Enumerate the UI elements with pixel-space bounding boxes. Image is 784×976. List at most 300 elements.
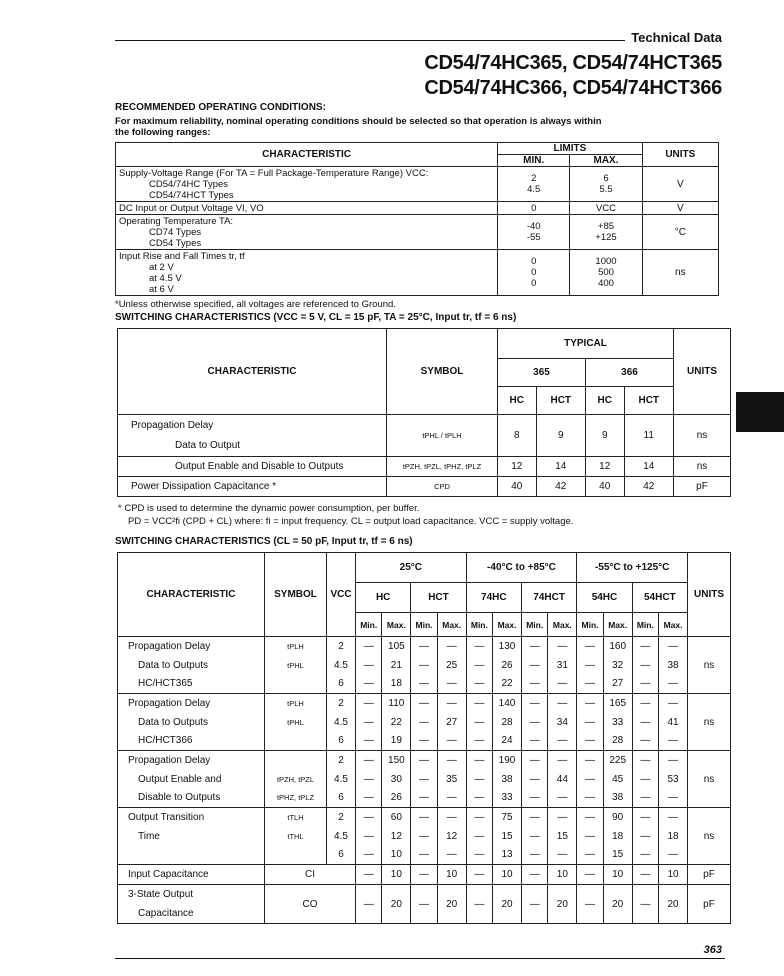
sw2-cell-value: — <box>548 694 577 713</box>
sw2-cell-value: 10 <box>382 846 411 865</box>
sw2-cell-units: ns <box>688 637 731 694</box>
sw2-cell-value: — <box>411 675 437 694</box>
sw2-cell-value: 190 <box>493 751 522 770</box>
sw1-char-sub: Data to Output <box>175 439 241 451</box>
sw2-cell-value: — <box>521 770 547 789</box>
sw2-cell-value: 90 <box>603 808 632 827</box>
sw2-cell-value: — <box>356 827 382 846</box>
sw2-cell-value: 20 <box>548 885 577 924</box>
sw2-cell-value: — <box>466 808 492 827</box>
sw2-cell-value: 22 <box>382 713 411 732</box>
sw2-cell-symbol <box>265 675 327 694</box>
sw2-cell-vcc: 2 <box>327 751 356 770</box>
sw2-cell-value: — <box>577 694 603 713</box>
sw2-cell-value: — <box>632 637 658 656</box>
sw2-cell-value: 28 <box>493 713 522 732</box>
sw2-cell-value: 38 <box>659 656 688 675</box>
roc-cell-max <box>570 202 642 215</box>
sw2-cell-value: 53 <box>659 770 688 789</box>
sw2-cell-value: — <box>577 732 603 751</box>
technical-data-label: Technical Data <box>631 30 722 45</box>
sw2-cell-value: — <box>356 732 382 751</box>
sw2-cell-value: — <box>577 713 603 732</box>
sw2-cell-value: 110 <box>382 694 411 713</box>
sw1-cell-value: 40 <box>498 477 537 497</box>
sw2-col-units: UNITS <box>688 553 731 637</box>
roc-cell-characteristic <box>116 202 498 215</box>
sw2-cell-value: — <box>466 751 492 770</box>
sw2-cell-value: — <box>437 751 466 770</box>
sw2-cell-value: — <box>548 846 577 865</box>
sw2-cell-characteristic: Output Transition <box>118 808 265 827</box>
roc-col-max: MAX. <box>570 155 642 167</box>
sw1-col-366: 366 <box>585 359 673 387</box>
sw1-col-hc-365: HC <box>498 387 537 415</box>
sw1-col-symbol: SYMBOL <box>387 329 498 415</box>
roc-cell-characteristic <box>116 215 498 250</box>
roc-char-line: CD54/74HCT Types <box>149 189 234 201</box>
sw2-cell-value: 28 <box>603 732 632 751</box>
sw2-cell-value: — <box>411 637 437 656</box>
sw2-cell-value: — <box>521 808 547 827</box>
sw2-cell-value: — <box>466 713 492 732</box>
sw2-cell-value: — <box>521 789 547 808</box>
sw2-cell-value: — <box>411 808 437 827</box>
sw2-cell-value: — <box>466 637 492 656</box>
sw2-cell-value: — <box>411 732 437 751</box>
sw2-cell-value: — <box>356 713 382 732</box>
roc-max-value: 400 <box>598 278 614 289</box>
sw2-minmax-header: Max. <box>382 613 411 637</box>
roc-max-value: 5.5 <box>599 184 613 195</box>
sw2-cell-value: — <box>356 808 382 827</box>
sw2-cell-value: 10 <box>659 865 688 885</box>
sw2-group-header: 54HC <box>577 583 632 613</box>
sw2-cell-value: — <box>466 770 492 789</box>
sw2-cell-value: — <box>437 732 466 751</box>
roc-cell-min <box>498 202 570 215</box>
roc-intro-1: For maximum reliability, nominal operating conditions should be selected so that operation is always within <box>115 116 602 127</box>
sw2-cell-value: — <box>521 751 547 770</box>
sw2-table <box>117 552 731 924</box>
roc-cell-units: ns <box>642 250 718 296</box>
sw2-cell-symbol <box>265 732 327 751</box>
sw2-cell-symbol: tPLH <box>265 637 327 656</box>
sw2-row <box>118 827 731 846</box>
sw2-cell-value: — <box>632 751 658 770</box>
sw1-col-hc-366: HC <box>585 387 624 415</box>
sw2-cell-value: 20 <box>603 885 632 924</box>
sw2-cell-value: — <box>411 694 437 713</box>
roc-min-value: -40 <box>526 221 541 232</box>
roc-min-value: 0 <box>531 202 537 214</box>
sw1-col-typical: TYPICAL <box>498 329 674 359</box>
sw2-cell-value: — <box>356 751 382 770</box>
sw2-cell-value: — <box>548 732 577 751</box>
sw2-cell-value: — <box>521 885 547 924</box>
sw2-cell-value: 33 <box>603 713 632 732</box>
sw2-cell-value: — <box>521 846 547 865</box>
sw2-minmax-header: Max. <box>493 613 522 637</box>
sw1-char-main: Power Dissipation Capacitance * <box>131 481 277 492</box>
sw1-char-main: Propagation Delay <box>131 419 214 431</box>
roc-min-value: 0 <box>531 267 537 278</box>
sw2-cell-value: 15 <box>603 846 632 865</box>
sw1-note-2: PD = VCC²fi (CPD + CL) where: fi = input frequency. CL = output load capacitance. VCC = supply voltage. <box>128 516 574 527</box>
sw2-cell-value: 140 <box>493 694 522 713</box>
sw2-minmax-header: Min. <box>577 613 603 637</box>
roc-char-line: Operating Temperature TA: <box>119 215 234 227</box>
sw2-group-header: HCT <box>411 583 466 613</box>
sw2-cell-value: 18 <box>659 827 688 846</box>
sw1-table <box>117 328 731 497</box>
sw2-cell-value: 20 <box>493 885 522 924</box>
sw2-cell-value: 24 <box>493 732 522 751</box>
roc-table <box>115 142 719 296</box>
roc-cell-characteristic <box>116 250 498 296</box>
sw2-cell-value: 150 <box>382 751 411 770</box>
sw2-row <box>118 808 731 827</box>
sw1-col-units: UNITS <box>674 329 731 415</box>
roc-cell-min <box>498 167 570 202</box>
sw2-cell-value: — <box>577 827 603 846</box>
sw2-cell-value: — <box>632 770 658 789</box>
roc-row <box>116 167 719 202</box>
sw1-cell-value: 14 <box>536 457 585 477</box>
sw2-cell-value: — <box>632 885 658 924</box>
roc-footnote: *Unless otherwise specified, all voltages are referenced to Ground. <box>115 299 396 310</box>
sw2-cell-value: — <box>521 827 547 846</box>
sw2-temp-25: 25°C <box>356 553 467 583</box>
sw2-cell-value: 13 <box>493 846 522 865</box>
sw2-cell-characteristic: Propagation Delay <box>118 751 265 770</box>
sw2-cell-value: — <box>466 789 492 808</box>
sw2-cell-symbol <box>265 751 327 770</box>
sw1-cell-units: pF <box>674 477 731 497</box>
sw2-minmax-header: Min. <box>521 613 547 637</box>
sw2-minmax-header: Min. <box>356 613 382 637</box>
sw2-cell-symbol: tTHL <box>265 827 327 846</box>
sw2-cell-value: — <box>659 789 688 808</box>
roc-char-line: DC Input or Output Voltage VI, VO <box>119 202 264 214</box>
sw2-cell-vcc: 2 <box>327 637 356 656</box>
sw2-cell-value: 18 <box>603 827 632 846</box>
roc-char-line: at 4.5 V <box>149 272 182 284</box>
sw1-cell-symbol: CPD <box>387 477 498 497</box>
sw2-cell-units: ns <box>688 751 731 808</box>
sw2-cell-value: 10 <box>493 865 522 885</box>
sw2-cell-value: — <box>356 865 382 885</box>
sw2-cell-value: 160 <box>603 637 632 656</box>
roc-min-value: 0 <box>531 256 537 267</box>
sw2-cell-value: 26 <box>382 789 411 808</box>
sw2-row <box>118 732 731 751</box>
sw1-heading: SWITCHING CHARACTERISTICS (VCC = 5 V, CL = 15 pF, TA = 25°C, Input tr, tf = 6 ns) <box>115 312 517 323</box>
sw2-cell-value: — <box>659 732 688 751</box>
sw2-cell-value: 31 <box>548 656 577 675</box>
sw2-cell-value: 21 <box>382 656 411 675</box>
sw2-cell-units: ns <box>688 808 731 865</box>
sw2-cell-value: — <box>659 675 688 694</box>
sw2-cell-value: 165 <box>603 694 632 713</box>
sw2-minmax-header: Max. <box>548 613 577 637</box>
sw2-cell-value: — <box>356 789 382 808</box>
sw2-cell-value: — <box>411 846 437 865</box>
sw2-cell-value: — <box>577 770 603 789</box>
sw1-cell-value: 40 <box>585 477 624 497</box>
roc-cell-units: V <box>642 167 718 202</box>
roc-char-line: CD74 Types <box>149 226 202 238</box>
sw2-cell-value: 12 <box>437 827 466 846</box>
sw1-col-hct-366: HCT <box>624 387 674 415</box>
sw2-cell-value: — <box>356 770 382 789</box>
roc-char-line: Input Rise and Fall Times tr, tf <box>119 250 245 262</box>
roc-cell-max <box>570 167 642 202</box>
sw2-cell-value: — <box>466 694 492 713</box>
sw2-cell-value: — <box>659 637 688 656</box>
roc-max-value: +85 <box>597 221 615 232</box>
sw2-cell-value: — <box>437 694 466 713</box>
sw2-cell-value: — <box>659 751 688 770</box>
sw2-cell-vcc: 4.5 <box>327 656 356 675</box>
sw2-cell-value: — <box>632 865 658 885</box>
sw2-cell-value: — <box>521 713 547 732</box>
sw2-cell-vcc: 4.5 <box>327 713 356 732</box>
sw2-cell-value: 18 <box>382 675 411 694</box>
sw2-cell-value: — <box>577 656 603 675</box>
sw2-row <box>118 846 731 865</box>
sw2-cell-value: — <box>659 694 688 713</box>
sw2-cell-value: 10 <box>382 865 411 885</box>
roc-row <box>116 202 719 215</box>
sw2-cell-value: 20 <box>382 885 411 924</box>
sw2-cell-value: — <box>466 675 492 694</box>
sw2-cell-value: — <box>521 637 547 656</box>
sw2-cell-value: 10 <box>437 865 466 885</box>
sw2-cell-value: — <box>632 656 658 675</box>
roc-cell-units: V <box>642 202 718 215</box>
sw2-cell-value: 35 <box>437 770 466 789</box>
sw1-cell-characteristic <box>118 415 387 457</box>
sw2-row <box>118 675 731 694</box>
sw2-cell-value: 22 <box>493 675 522 694</box>
section-tab-marker <box>736 392 784 432</box>
sw2-cell-value: — <box>548 808 577 827</box>
sw1-cell-value: 9 <box>585 415 624 457</box>
sw2-cell-value: 12 <box>382 827 411 846</box>
roc-char-line: CD54/74HC Types <box>149 178 229 190</box>
roc-col-min: MIN. <box>498 155 570 167</box>
sw2-cell-characteristic: Time <box>118 827 265 846</box>
sw1-row <box>118 477 731 497</box>
sw2-cell-value: 34 <box>548 713 577 732</box>
sw2-cell-value: — <box>437 789 466 808</box>
sw2-char-line: 3-State Output <box>128 889 194 900</box>
sw2-cell-value: — <box>632 713 658 732</box>
sw2-cell-value: — <box>577 846 603 865</box>
sw2-cell-symbol: tTLH <box>265 808 327 827</box>
sw2-cell-characteristic: Data to Outputs <box>118 656 265 675</box>
roc-heading: RECOMMENDED OPERATING CONDITIONS: <box>115 102 326 113</box>
sw2-cell-value: — <box>437 675 466 694</box>
sw2-cell-value: 25 <box>437 656 466 675</box>
roc-min-value: 0 <box>531 278 537 289</box>
sw2-cell-value: — <box>356 885 382 924</box>
sw2-cell-value: — <box>521 694 547 713</box>
header-rule <box>115 40 625 41</box>
roc-cell-min <box>498 250 570 296</box>
sw2-cell-vcc: 6 <box>327 675 356 694</box>
sw2-cell-value: — <box>521 656 547 675</box>
sw1-col-hct-365: HCT <box>536 387 585 415</box>
roc-cell-units: °C <box>642 215 718 250</box>
sw2-group-header: 54HCT <box>632 583 687 613</box>
sw2-row <box>118 694 731 713</box>
roc-char-line: at 2 V <box>149 261 174 273</box>
sw2-cell-value: — <box>466 656 492 675</box>
sw2-cell-characteristic <box>118 865 265 885</box>
sw2-cell-characteristic: Propagation Delay <box>118 637 265 656</box>
sw2-cell-value: — <box>411 770 437 789</box>
roc-row <box>116 215 719 250</box>
sw2-cell-value: — <box>356 637 382 656</box>
sw2-cell-value: 19 <box>382 732 411 751</box>
sw2-minmax-header: Max. <box>603 613 632 637</box>
sw2-cell-vcc: 2 <box>327 808 356 827</box>
sw2-cell-value: 20 <box>437 885 466 924</box>
sw2-cell-characteristic: HC/HCT366 <box>118 732 265 751</box>
sw2-cell-vcc: 6 <box>327 732 356 751</box>
sw2-cell-value: — <box>356 675 382 694</box>
sw2-cell-value: 10 <box>548 865 577 885</box>
page-number: 363 <box>703 944 722 956</box>
sw2-row <box>118 656 731 675</box>
title-line-2: CD54/74HC366, CD54/74HCT366 <box>424 77 722 99</box>
roc-col-limits: LIMITS <box>498 143 643 155</box>
sw2-cell-value: — <box>548 751 577 770</box>
sw1-cell-symbol: tPZH, tPZL, tPHZ, tPLZ <box>387 457 498 477</box>
sw2-cell-value: — <box>548 637 577 656</box>
sw2-cell-units: pF <box>688 865 731 885</box>
sw2-cell-characteristic <box>118 885 265 924</box>
roc-cell-characteristic <box>116 167 498 202</box>
sw2-cell-value: — <box>437 808 466 827</box>
sw2-cell-value: 60 <box>382 808 411 827</box>
footer-rule <box>115 958 725 959</box>
sw2-minmax-header: Min. <box>466 613 492 637</box>
sw2-cell-value: — <box>356 694 382 713</box>
sw2-cell-value: — <box>411 656 437 675</box>
sw2-char-line: Capacitance <box>138 908 194 919</box>
sw2-cell-value: — <box>577 865 603 885</box>
roc-row <box>116 250 719 296</box>
sw2-cell-value: — <box>632 675 658 694</box>
sw2-cell-value: — <box>466 865 492 885</box>
sw2-cell-characteristic <box>118 846 265 865</box>
sw2-cell-value: 44 <box>548 770 577 789</box>
sw2-cell-value: 15 <box>493 827 522 846</box>
sw2-cell-value: — <box>411 827 437 846</box>
sw2-row <box>118 751 731 770</box>
sw2-row <box>118 770 731 789</box>
sw2-row <box>118 865 731 885</box>
sw2-row <box>118 885 731 924</box>
roc-min-value: 2 <box>531 173 537 184</box>
sw1-col-365: 365 <box>498 359 586 387</box>
sw2-heading: SWITCHING CHARACTERISTICS (CL = 50 pF, Input tr, tf = 6 ns) <box>115 536 413 547</box>
sw1-cell-value: 12 <box>585 457 624 477</box>
sw2-cell-value: — <box>466 827 492 846</box>
sw2-cell-value: — <box>577 808 603 827</box>
sw2-cell-value: — <box>632 846 658 865</box>
sw2-cell-value: — <box>411 713 437 732</box>
sw2-row <box>118 789 731 808</box>
sw1-cell-value: 11 <box>624 415 674 457</box>
sw1-cell-value: 14 <box>624 457 674 477</box>
sw2-cell-vcc: 6 <box>327 789 356 808</box>
sw2-cell-value: — <box>411 865 437 885</box>
sw2-cell-value: — <box>632 694 658 713</box>
sw2-cell-value: 105 <box>382 637 411 656</box>
sw1-cell-value: 8 <box>498 415 537 457</box>
sw2-cell-symbol: tPHL <box>265 713 327 732</box>
roc-col-units: UNITS <box>642 143 718 167</box>
sw2-cell-symbol: tPHL <box>265 656 327 675</box>
sw2-cell-characteristic: Disable to Outputs <box>118 789 265 808</box>
sw1-cell-units: ns <box>674 415 731 457</box>
sw2-col-vcc: VCC <box>327 553 356 637</box>
sw2-cell-value: — <box>356 846 382 865</box>
sw2-cell-symbol <box>265 846 327 865</box>
sw2-cell-value: — <box>521 675 547 694</box>
sw2-cell-value: 38 <box>493 770 522 789</box>
sw2-cell-value: 27 <box>437 713 466 732</box>
sw2-cell-symbol: tPLH <box>265 694 327 713</box>
sw2-cell-value: — <box>577 675 603 694</box>
sw2-cell-value: — <box>577 789 603 808</box>
sw2-cell-value: — <box>521 732 547 751</box>
sw2-cell-value: — <box>659 808 688 827</box>
sw2-cell-value: — <box>659 846 688 865</box>
sw2-cell-vcc: 4.5 <box>327 770 356 789</box>
sw2-cell-value: 225 <box>603 751 632 770</box>
sw1-char-main: Output Enable and Disable to Outputs <box>175 461 344 472</box>
sw2-cell-value: — <box>411 885 437 924</box>
sw2-cell-value: 15 <box>548 827 577 846</box>
sw2-cell-characteristic: HC/HCT365 <box>118 675 265 694</box>
sw2-group-header: 74HCT <box>521 583 576 613</box>
sw2-cell-characteristic: Propagation Delay <box>118 694 265 713</box>
sw2-minmax-header: Max. <box>659 613 688 637</box>
roc-intro-2: the following ranges: <box>115 127 211 138</box>
roc-min-value: 4.5 <box>527 184 541 195</box>
sw2-cell-value: 45 <box>603 770 632 789</box>
sw2-cell-value: 10 <box>603 865 632 885</box>
sw1-cell-value: 42 <box>536 477 585 497</box>
roc-char-line: CD54 Types <box>149 237 202 249</box>
sw2-row <box>118 713 731 732</box>
sw2-cell-value: — <box>548 675 577 694</box>
sw2-cell-value: 32 <box>603 656 632 675</box>
sw1-cell-characteristic <box>118 477 387 497</box>
sw2-cell-symbol: CI <box>265 865 356 885</box>
roc-cell-max <box>570 215 642 250</box>
roc-cell-max <box>570 250 642 296</box>
sw2-char-line: Input Capacitance <box>128 869 209 880</box>
sw2-group-header: HC <box>356 583 411 613</box>
roc-cell-min <box>498 215 570 250</box>
sw1-col-characteristic: CHARACTERISTIC <box>118 329 387 415</box>
